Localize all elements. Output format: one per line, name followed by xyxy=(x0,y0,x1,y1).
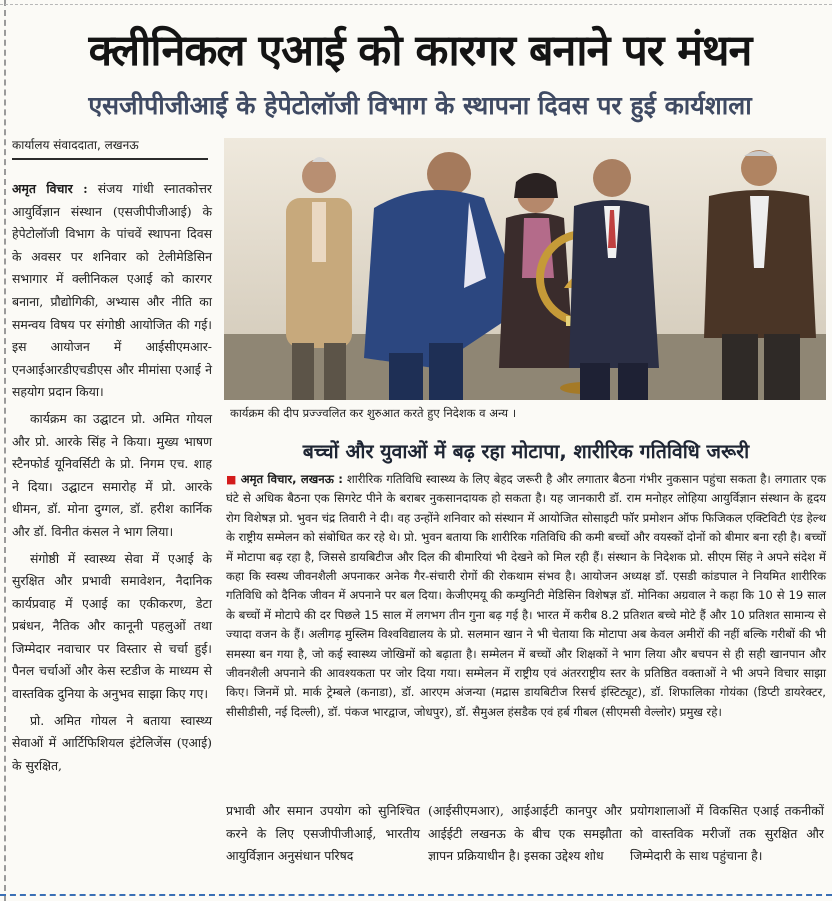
article-lead: अमृत विचार : xyxy=(12,181,88,196)
article-paragraph-1: संजय गांधी स्नातकोत्तर आयुर्विज्ञान संस्थान (एसजीपीजीआई) के हेपेटोलॉजी विभाग के पांचवें स्थापना दिवस के अवसर पर शनिवार को टेलीमेडिसिन सभागार में क्लीनिकल एआई को कारगर बनाना, प्रौद्योगिकी, अभ्यास और नीति का समन्वय विषय पर संगोष्ठी आयोजित की गई। इस आयोजन में आईसीएमआर-एनआईआरडीएचडीएस और मीमांसा एआई ने सहयोग प्रदान किया। xyxy=(12,181,212,400)
subheadline: एसजीपीजीआई के हेपेटोलॉजी विभाग के स्थापना दिवस पर हुई कार्यशाला xyxy=(88,91,752,120)
sidebar-story-title: बच्चों और युवाओं में बढ़ रहा मोटापा, शारीरिक गतिविधि जरूरी xyxy=(302,440,750,463)
event-photo xyxy=(224,138,826,400)
bullet-square-icon: ■ xyxy=(226,473,237,486)
byline-rule xyxy=(12,158,208,160)
bottom-clip-border xyxy=(0,894,832,896)
page-margin-dashes xyxy=(4,0,6,901)
article-paragraph-2: कार्यक्रम का उद्घाटन प्रो. अमित गोयल और प्रो. आरके सिंह ने किया। मुख्य भाषण स्टैनफोर्ड यूनिवर्सिटी के प्रो. निगम एच. शाह ने दिया। उद्घाटन समारोह में प्रो. आरके धीमन, डॉ. मोना दुग्गल, डॉ. हरीश कार्निक और डॉ. विनीत कंसल ने भाग लिया। xyxy=(12,410,212,539)
byline: कार्यालय संवाददाता, लखनऊ xyxy=(12,138,139,152)
headline: क्लीनिकल एआई को कारगर बनाने पर मंथन xyxy=(88,26,752,76)
sidebar-story-body xyxy=(226,470,826,722)
story-text: शारीरिक गतिविधि स्वास्थ्य के लिए बेहद जरूरी है और लगातार बैठना गंभीर नुकसान पहुंचा सकता है। लगातार एक घंटे से अधिक बैठना एक सिगरेट पीने के बराबर नुकसानदायक हो सकता है। यह जानकारी डॉ. राम मनोहर लोहिया आयुर्विज्ञान संस्थान के हृदय रोग विशेषज्ञ प्रो. भुवन चंद्र तिवारी ने दी। वह उन्होंने शनिवार को संस्थान में आयोजित सोसाइटी फॉर प्रमोशन ऑफ फिजिकल एक्टिविटी एंड हेल्थ के राष्ट्रीय सम्मेलन को संबोधित कर रहे थे। प्रो. भुवन बताया कि शारीरिक गतिविधि की कमी बच्चों और वयस्कों दोनों को बीमार बना रही है। बच्चों में मोटापा बढ़ रहा है, जिससे डायबिटीज और दिल की बीमारियां भी देखने को मिल रही हैं। संस्थान के निदेशक प्रो. सीएम सिंह ने अपने संदेश में कहा कि स्वस्थ जीवनशैली अपनाकर अनेक गैर-संचारी रोगों की रोकथाम संभव है। आयोजन अध्यक्ष डॉ. एसडी कांडपाल ने नियमित शारीरिक गतिविधि को दैनिक जीवन में अपनाने पर बल दिया। केजीएमयू की कम्युनिटी मेडिसिन विशेषज्ञ डॉ. मोनिका अग्रवाल ने कहा कि 10 से 19 साल के बच्चों में मोटापे की दर पिछले 15 साल में लगभग तीन गुना बढ़ गई है। भारत में करीब 8.2 प्रतिशत बच्चे मोटे हैं और 10 प्रतिशत सामान्य से ज्यादा वजन के हैं। अलीगढ़ मुस्लिम विश्वविद्यालय के प्रो. सलमान खान ने भी चेताया कि मोटापा अब केवल अमीरों की नहीं बल्कि गरीबों की भी समस्या बन गया है, जो कई स्वास्थ्य जोखिमों को बढ़ाता है। सम्मेलन में बच्चों और शिक्षकों ने भाग लिया और बचपन से ही सही खानपान और जीवनशैली अपनाने की आवश्यकता पर जोर दिया गया। सम्मेलन में राष्ट्रीय एवं अंतरराष्ट्रीय स्तर के प्रतिष्ठित वक्ताओं ने भी अपने विचार साझा किए। जिनमें प्रो. मार्क ट्रेम्बले (कनाडा), डॉ. आरएम अंजन्या (मद्रास डायबिटीज रिसर्च इंस्टिट्यूट), डॉ. शिफालिका गोयंका (डिप्टी डायरेक्टर, सीसीडीसी, नई दिल्ली), डॉ. पंकज भारद्वाज, जोधपुर), डॉ. सैमुअल हंसडैक एवं हर्ब गीबल (सीएमसी वेल्लोर) प्रमुख रहे। xyxy=(226,472,826,719)
article-paragraph xyxy=(12,178,212,404)
photo-caption: कार्यक्रम की दीप प्रज्ज्वलित कर शुरुआत करते हुए निदेशक व अन्य । xyxy=(230,406,517,420)
top-clip-border xyxy=(0,4,832,5)
story-dateline: अमृत विचार, लखनऊ : xyxy=(240,472,343,486)
lamp-lighting-photo-illustration xyxy=(224,138,826,400)
continuation-column-1: प्रभावी और समान उपयोग को सुनिश्चित करने के लिए एसजीपीजीआई, भारतीय आयुर्विज्ञान अनुसंधान परिषद xyxy=(226,803,420,864)
article-paragraph-4: प्रो. अमित गोयल ने बताया स्वास्थ्य सेवाओं में आर्टिफिशियल इंटेलिजेंस (एआई) के सुरक्षित, xyxy=(12,712,212,773)
continuation-column-2: (आईसीएमआर), आईआईटी कानपुर और आईईटी लखनऊ के बीच एक समझौता ज्ञापन प्रक्रियाधीन है। इसका उद्देश्य शोध xyxy=(428,803,622,864)
continuation-column-3: प्रयोगशालाओं में विकसित एआई तकनीकों को वास्तविक मरीजों तक सुरक्षित और जिम्मेदारी के साथ पहुंचाना है। xyxy=(630,803,824,864)
main-article-column xyxy=(12,178,212,781)
article-paragraph-3: संगोष्ठी में स्वास्थ्य सेवा में एआई के सुरक्षित और प्रभावी समावेशन, नैदानिक कार्यप्रवाह में एआई का एकीकरण, डेटा प्रबंधन, नैतिक और कानूनी पहलुओं तथा जिम्मेदार नवाचार पर विस्तार से चर्चा हुई। पैनल चर्चाओं और केस स्टडीज के माध्यम से वास्तविक दुनिया के अनुभव साझा किए गए। xyxy=(12,550,212,702)
